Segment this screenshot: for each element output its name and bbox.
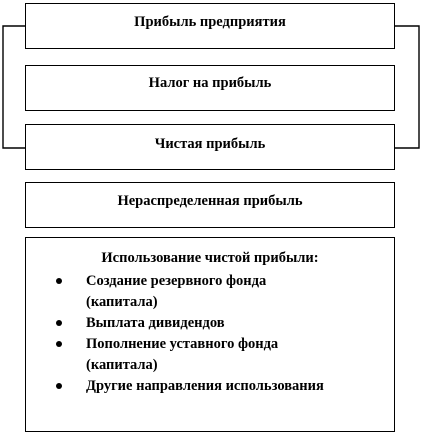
bullet-icon <box>56 341 62 347</box>
right-bracket-connector <box>395 26 419 148</box>
list-item <box>26 334 394 376</box>
enterprise-profit-label: Прибыль предприятия <box>134 14 286 30</box>
net-profit-label: Чистая прибыль <box>154 136 266 152</box>
profit-tax-box <box>25 65 395 111</box>
retained-profit-label: Нераспределенная прибыль <box>117 193 303 209</box>
bullet-icon <box>56 320 62 326</box>
list-item <box>26 313 394 334</box>
list-item-line: Создание резервного фонда <box>86 273 267 289</box>
bullet-icon <box>56 383 62 389</box>
list-item-line: (капитала) <box>86 357 158 373</box>
list-item-line: Пополнение уставного фонда <box>86 336 279 352</box>
retained-profit-box <box>25 182 395 228</box>
bullet-icon <box>56 278 62 284</box>
list-item-line: Выплата дивидендов <box>86 315 225 331</box>
usage-heading: Использование чистой прибыли: <box>101 250 319 266</box>
net-profit-usage-box <box>25 237 395 432</box>
enterprise-profit-box <box>25 3 395 49</box>
net-profit-box <box>25 124 395 170</box>
list-item-line: (капитала) <box>86 294 158 310</box>
list-item <box>26 271 394 313</box>
profit-tax-label: Налог на прибыль <box>148 75 272 91</box>
list-item <box>26 376 394 397</box>
usage-list <box>26 271 394 397</box>
left-bracket-connector <box>3 26 25 148</box>
list-item-line: Другие направления использования <box>86 378 324 394</box>
